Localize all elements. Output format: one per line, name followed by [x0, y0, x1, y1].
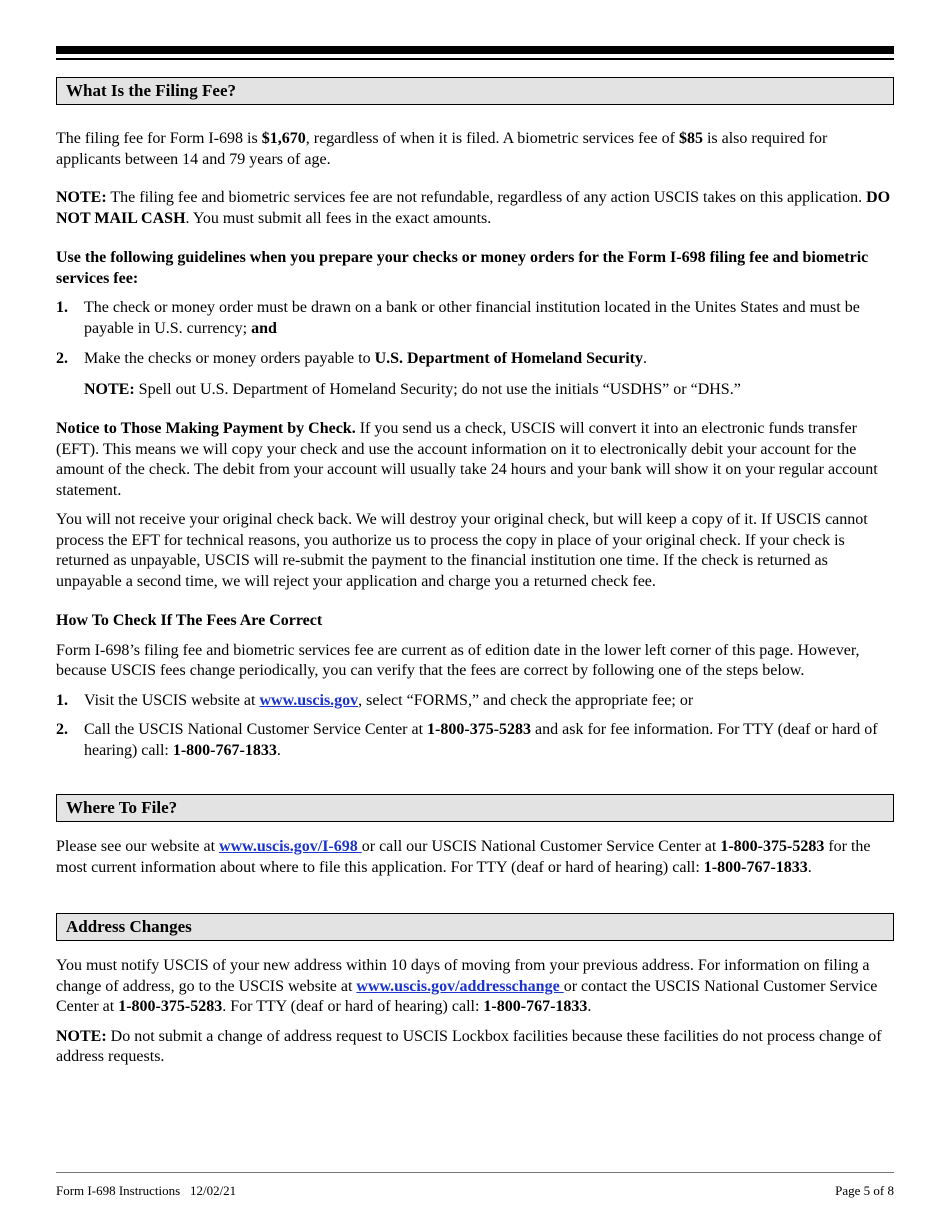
page-number: Page 5 of 8	[835, 1183, 894, 1198]
text: or contact the USCIS National Customer Service Center at	[56, 977, 878, 1015]
filing-fee-paragraph	[56, 129, 894, 170]
list-item	[56, 720, 894, 761]
no-cash-warning: DO NOT MAIL CASH	[56, 189, 891, 227]
text: .	[587, 998, 592, 1015]
i698-website-link[interactable]: www.uscis.gov/I-698	[219, 838, 362, 855]
section-heading-text: Where To File?	[66, 798, 178, 817]
text: .	[642, 350, 647, 367]
text: . For TTY (deaf or hard of hearing) call:	[222, 998, 484, 1015]
tty-number: 1-800-767-1833	[483, 998, 588, 1015]
phone-number: 1-800-375-5283	[427, 721, 532, 738]
uscis-website-link[interactable]: www.uscis.gov	[259, 691, 359, 709]
text: , regardless of when it is filed. A biometric services fee of	[305, 130, 679, 147]
text: and ask for fee information. For TTY (deaf or hard of hearing) call:	[84, 721, 878, 759]
list-item-text	[84, 349, 894, 370]
lockbox-note-paragraph	[56, 1027, 894, 1068]
text: Please see our website at	[56, 838, 220, 855]
text: for the most current information about where to file this application. For TTY (deaf or hard of hearing) call:	[56, 838, 871, 876]
text: Do not submit a change of address request to USCIS Lockbox facilities because these facilities do not process change of address requests.	[56, 1027, 882, 1065]
text: .	[807, 858, 812, 876]
subheading-text: How To Check If The Fees Are Correct	[56, 612, 323, 629]
note-label: NOTE:	[56, 1027, 107, 1045]
text: The filing fee for Form I-698 is	[56, 130, 262, 147]
guidelines-intro	[56, 248, 894, 289]
text: Make the checks or money orders payable to	[84, 350, 375, 367]
how-to-check-heading	[56, 611, 894, 632]
list-item	[56, 349, 894, 370]
text: .	[276, 741, 281, 759]
text: You must notify USCIS of your new address within 10 days of moving from your previous address. For information on filing a change of address, go to the USCIS website at	[56, 957, 870, 995]
list-number: 1.	[56, 299, 68, 316]
list-item-text	[84, 298, 894, 339]
list-item-text	[84, 720, 894, 761]
how-to-check-paragraph: Form I-698’s filing fee and biometric services fee are current as of edition date in the lower left corner of this page. However, because USCIS fees change periodically, you can verify that the fees are correct by following one of the steps below.	[56, 641, 860, 679]
list-item-text	[84, 691, 894, 712]
list-number: 2.	[56, 350, 68, 367]
section-heading-where-to-file	[56, 794, 894, 822]
footer-rule	[56, 1172, 894, 1173]
note-label: NOTE:	[84, 380, 135, 398]
section-heading-address-changes	[56, 913, 894, 941]
payee-name: U.S. Department of Homeland Security	[374, 350, 643, 367]
text: The check or money order must be drawn on a bank or other financial institution located in the Unites States and must be payable in U.S. currency;	[84, 299, 860, 337]
payee-subnote	[56, 380, 894, 401]
guidelines-intro-text: Use the following guidelines when you prepare your checks or money orders for the Form I-698 filing fee and biometric services fee:	[56, 249, 869, 287]
tty-number: 1-800-767-1833	[703, 858, 808, 876]
phone-number: 1-800-375-5283	[720, 838, 825, 855]
page-footer	[56, 1183, 894, 1199]
phone-number: 1-800-375-5283	[118, 998, 223, 1015]
check-notice-paragraph	[56, 419, 894, 501]
text: The filing fee and biometric services fee are not refundable, regardless of any action USCIS takes on this application.	[106, 189, 867, 206]
list-item	[56, 298, 894, 339]
section-heading-filing-fee	[56, 77, 894, 105]
note-label: NOTE:	[56, 189, 107, 206]
address-change-link[interactable]: www.uscis.gov/addresschange	[356, 977, 564, 995]
check-notice-label: Notice to Those Making Payment by Check.	[56, 420, 356, 437]
biometric-fee-amount: $85	[678, 130, 703, 147]
filing-fee-amount: $1,670	[261, 130, 306, 147]
text: is also required for applicants between 14 and 79 years of age.	[56, 130, 828, 168]
document-page	[56, 46, 894, 1068]
form-edition-label: Form I-698 Instructions 12/02/21	[56, 1183, 237, 1198]
text: or call our USCIS National Customer Service Center at	[361, 838, 721, 855]
list-number: 1.	[56, 691, 68, 709]
text: Call the USCIS National Customer Service Center at	[84, 721, 428, 738]
section-heading-text: Address Changes	[66, 917, 192, 936]
text: Spell out U.S. Department of Homeland Security; do not use the initials “USDHS” or “DHS.”	[134, 380, 741, 398]
where-to-file-paragraph	[56, 837, 894, 878]
fee-note-paragraph	[56, 188, 894, 229]
text: . You must submit all fees in the exact amounts.	[185, 209, 492, 227]
text: If you send us a check, USCIS will convert it into an electronic funds transfer (EFT). This means we will copy your check and use the account information on it to electronically debit your account for the amount of the check. The debit from your account will usually take 24 hours and your bank will show it on your regular account statement.	[56, 420, 878, 499]
list-number: 2.	[56, 721, 68, 738]
top-thin-rule	[56, 58, 894, 60]
text: Visit the USCIS website at	[84, 691, 260, 709]
check-return-paragraph: You will not receive your original check back. We will destroy your original check, but will keep a copy of it. If USCIS cannot process the EFT for technical reasons, you authorize us to process the copy in place of your original check. If your check is returned as unpayable, USCIS will re-submit the payment to the financial institution one time. If the check is returned as unpayable a second time, we will reject your application and charge you a returned check fee.	[56, 511, 868, 590]
address-change-paragraph	[56, 956, 894, 1018]
list-item	[56, 691, 894, 712]
text: , select “FORMS,” and check the appropriate fee; or	[358, 691, 694, 709]
bold-text: and	[251, 319, 277, 337]
tty-number: 1-800-767-1833	[172, 741, 277, 759]
top-thick-rule	[56, 46, 894, 54]
section-heading-text: What Is the Filing Fee?	[66, 81, 236, 100]
